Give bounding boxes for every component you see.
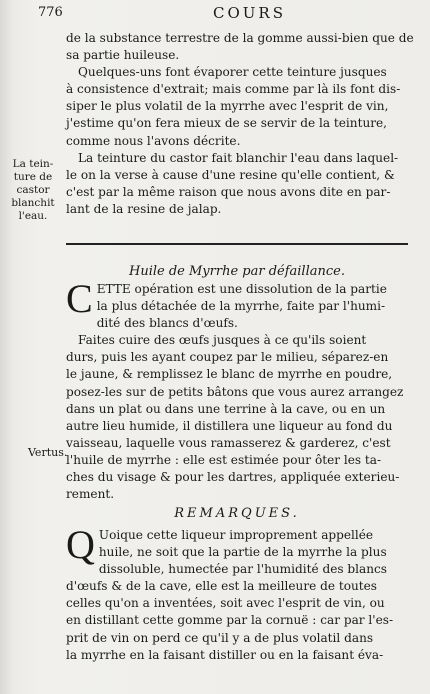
text-line: en distillant cette gomme par la cornuë : car par l'es- — [66, 613, 394, 628]
margin-note-vertus: Vertus. — [28, 446, 68, 459]
text-line: siper le plus volatil de la myrrhe avec l'esprit de vin, — [66, 99, 389, 114]
text-line: ETTE opération est une dissolution de la partie — [96, 282, 387, 296]
text-line: d'œufs & de la cave, elle est la meilleure de toutes — [66, 579, 378, 594]
castor-paragraph — [66, 150, 408, 218]
text-line: huile, ne soit que la partie de la myrrhe la plus — [98, 545, 387, 560]
text-line: durs, puis les ayant coupez par le milieu, séparez-en — [66, 350, 389, 365]
margin-line: ture de — [13, 171, 53, 183]
remarques-title: REMARQUES. — [174, 506, 300, 521]
text-line: Uoique cette liqueur improprement appellée — [98, 528, 374, 542]
text-line: rement. — [66, 487, 115, 502]
margin-line: castor — [16, 184, 50, 196]
text-line: prit de vin on perd ce qu'il y a de plus volatil dans — [66, 630, 374, 645]
text-block-remarques — [66, 522, 408, 664]
drop-capital: Q — [66, 522, 95, 567]
margin-line: La tein- — [12, 158, 54, 170]
margin-line: l'eau. — [18, 210, 48, 222]
text-line: celles qu'on a inventées, soit avec l'esprit de vin, ou — [66, 596, 385, 611]
margin-note-castor — [4, 158, 62, 223]
text-line: dité des blancs d'œufs. — [96, 316, 238, 331]
extrait-paragraph — [66, 64, 408, 149]
text-line: j'estime qu'on fera mieux de se servir de la teinture, — [66, 116, 388, 131]
text-line: posez-les sur de petits bâtons que vous aurez arrangez — [66, 384, 404, 399]
text-line: comme nous l'avons décrite. — [66, 133, 241, 148]
drop-capital: C — [66, 276, 93, 321]
intro-paragraph — [66, 30, 414, 64]
text-line: autre lieu humide, il distillera une liqueur au fond du — [66, 418, 393, 433]
text-block-top — [66, 30, 414, 218]
page-number: 776 — [38, 5, 63, 20]
margin-line: blanchit — [11, 197, 55, 209]
text-line: Faites cuire des œufs jusques à ce qu'ils soient — [78, 333, 367, 348]
page-header — [38, 4, 423, 26]
section-title: Huile de Myrrhe par défaillance. — [129, 264, 345, 279]
text-line: l'huile de myrrhe : elle est estimée pour ôter les ta- — [66, 452, 382, 467]
text-line: Quelques-uns font évaporer cette teinture jusques — [78, 65, 387, 80]
text-line: dissoluble, humectée par l'humidité des blancs — [98, 562, 387, 577]
text-line: La teinture du castor fait blanchir l'eau dans laquel- — [78, 150, 399, 165]
recipe-paragraph — [66, 332, 408, 503]
text-line: à consistence d'extrait; mais comme par là ils font dis- — [66, 82, 401, 97]
text-line: sa partie huileuse. — [66, 48, 180, 63]
text-line: le jaune, & remplissez le blanc de myrrhe en poudre, — [66, 367, 393, 382]
text-line: vaisseau, laquelle vous ramasserez & garderez, c'est — [66, 435, 391, 450]
text-line: dans un plat ou dans une terrine à la cave, ou en un — [66, 401, 386, 416]
operation-paragraph — [66, 276, 408, 332]
text-line: la myrrhe en la faisant distiller ou en la faisant éva- — [66, 647, 384, 662]
text-line: de la substance terrestre de la gomme aussi-bien que de — [66, 31, 414, 45]
running-title: COURS — [213, 4, 286, 22]
text-line: le on la verse à cause d'une resine qu'elle contient, & — [66, 167, 395, 182]
text-line: lant de la resine de jalap. — [66, 201, 222, 216]
text-line: c'est par la même raison que nous avons dite en par- — [66, 184, 391, 199]
text-block-huile — [66, 276, 408, 503]
section-divider — [66, 243, 408, 245]
text-line: ches du visage & pour les dartres, appliquée exterieu- — [66, 470, 400, 485]
text-line: la plus détachée de la myrrhe, faite par l'humi- — [96, 299, 386, 314]
remarques-paragraph — [66, 522, 408, 664]
